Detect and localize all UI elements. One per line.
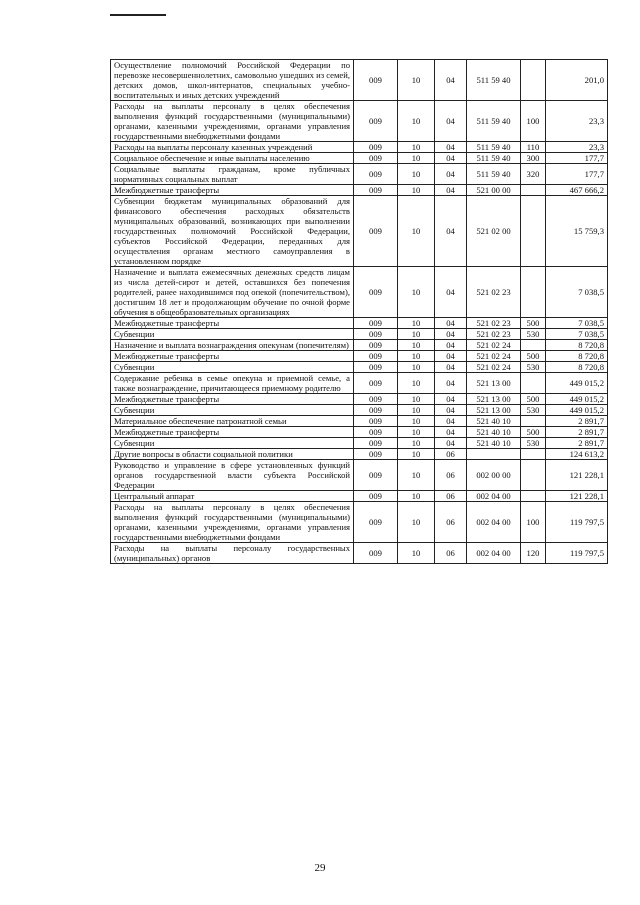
- row-amount: 2 891,7: [546, 438, 608, 449]
- row-expense-type-code: 530: [521, 438, 546, 449]
- row-expense-type-code: 530: [521, 329, 546, 340]
- row-name: Расходы на выплаты персоналу государственных (муниципальных) органов: [111, 543, 354, 564]
- row-amount: 121 228,1: [546, 491, 608, 502]
- row-amount: 124 613,2: [546, 449, 608, 460]
- row-section-code: 10: [398, 405, 435, 416]
- table-row: [111, 373, 608, 394]
- row-target-code: 521 13 00: [467, 394, 521, 405]
- table-row: [111, 394, 608, 405]
- table-row: [111, 491, 608, 502]
- row-target-code: 002 00 00: [467, 460, 521, 491]
- row-name: Назначение и выплата ежемесячных денежных средств лицам из числа детей-сирот и детей, оставшихся без попечения родителей, ранее находившимся под опекой (попечительством), достигшим 18 лет и продолжающим обучение по очной форме обучения в общеобразовательных организациях: [111, 267, 354, 318]
- row-name: Субвенции: [111, 438, 354, 449]
- row-expense-type-code: 100: [521, 502, 546, 543]
- table-row: [111, 438, 608, 449]
- row-target-code: 521 02 24: [467, 351, 521, 362]
- row-name: Субвенции: [111, 362, 354, 373]
- row-ministry-code: 009: [354, 340, 398, 351]
- row-expense-type-code: [521, 185, 546, 196]
- row-target-code: 511 59 40: [467, 142, 521, 153]
- row-subsection-code: 06: [435, 543, 467, 564]
- row-name: Межбюджетные трансферты: [111, 394, 354, 405]
- row-subsection-code: 04: [435, 362, 467, 373]
- table-row: [111, 416, 608, 427]
- row-expense-type-code: [521, 449, 546, 460]
- row-section-code: 10: [398, 427, 435, 438]
- row-name: Межбюджетные трансферты: [111, 351, 354, 362]
- row-name: Руководство и управление в сфере установленных функций органов государственной власти субъекта Российской Федерации: [111, 460, 354, 491]
- row-section-code: 10: [398, 196, 435, 267]
- row-subsection-code: 04: [435, 329, 467, 340]
- row-section-code: 10: [398, 373, 435, 394]
- row-expense-type-code: [521, 196, 546, 267]
- row-subsection-code: 04: [435, 416, 467, 427]
- row-amount: 2 891,7: [546, 416, 608, 427]
- row-amount: 119 797,5: [546, 543, 608, 564]
- row-section-code: 10: [398, 60, 435, 101]
- row-ministry-code: 009: [354, 351, 398, 362]
- top-rule: [110, 14, 166, 16]
- row-target-code: 002 04 00: [467, 502, 521, 543]
- row-target-code: 521 02 24: [467, 340, 521, 351]
- row-amount: 119 797,5: [546, 502, 608, 543]
- row-target-code: 521 02 24: [467, 362, 521, 373]
- table-row: [111, 543, 608, 564]
- row-target-code: [467, 449, 521, 460]
- row-subsection-code: 06: [435, 491, 467, 502]
- table-row: [111, 101, 608, 142]
- row-expense-type-code: 120: [521, 543, 546, 564]
- row-subsection-code: 04: [435, 373, 467, 394]
- row-name: Назначение и выплата вознаграждения опекунам (попечителям): [111, 340, 354, 351]
- row-name: Материальное обеспечение патронатной семьи: [111, 416, 354, 427]
- table-row: [111, 153, 608, 164]
- row-subsection-code: 04: [435, 60, 467, 101]
- row-name: Другие вопросы в области социальной политики: [111, 449, 354, 460]
- row-amount: 8 720,8: [546, 340, 608, 351]
- row-amount: 15 759,3: [546, 196, 608, 267]
- row-name: Субвенции бюджетам муниципальных образований для финансового обеспечения расходных обязательств муниципальных образований, возникающих при выполнении государственных полномочий Российской Федерации, субъектов Российской Федерации, переданных для осуществления органам местного самоуправления в установленном порядке: [111, 196, 354, 267]
- row-amount: 23,3: [546, 101, 608, 142]
- row-section-code: 10: [398, 438, 435, 449]
- row-subsection-code: 06: [435, 502, 467, 543]
- budget-table: [110, 59, 608, 564]
- row-ministry-code: 009: [354, 373, 398, 394]
- row-amount: 23,3: [546, 142, 608, 153]
- table-row: [111, 60, 608, 101]
- row-ministry-code: 009: [354, 427, 398, 438]
- table-row: [111, 427, 608, 438]
- row-expense-type-code: 530: [521, 362, 546, 373]
- row-expense-type-code: [521, 267, 546, 318]
- table-row: [111, 164, 608, 185]
- row-target-code: 521 02 23: [467, 267, 521, 318]
- row-subsection-code: 04: [435, 438, 467, 449]
- row-amount: 449 015,2: [546, 394, 608, 405]
- table-row: [111, 449, 608, 460]
- row-expense-type-code: 500: [521, 394, 546, 405]
- row-subsection-code: 04: [435, 142, 467, 153]
- row-name: Центральный аппарат: [111, 491, 354, 502]
- row-ministry-code: 009: [354, 460, 398, 491]
- row-subsection-code: 04: [435, 185, 467, 196]
- row-subsection-code: 04: [435, 101, 467, 142]
- table-row: [111, 142, 608, 153]
- row-ministry-code: 009: [354, 438, 398, 449]
- table-row: [111, 185, 608, 196]
- row-ministry-code: 009: [354, 267, 398, 318]
- table-row: [111, 351, 608, 362]
- table-row: [111, 362, 608, 373]
- row-name: Содержание ребенка в семье опекуна и приемной семье, а также вознаграждение, причитающееся приемному родителю: [111, 373, 354, 394]
- row-section-code: 10: [398, 329, 435, 340]
- row-expense-type-code: [521, 340, 546, 351]
- table-body: [111, 60, 608, 564]
- row-amount: 177,7: [546, 164, 608, 185]
- row-section-code: 10: [398, 460, 435, 491]
- row-target-code: 521 13 00: [467, 373, 521, 394]
- row-expense-type-code: 530: [521, 405, 546, 416]
- row-expense-type-code: [521, 460, 546, 491]
- row-subsection-code: 04: [435, 267, 467, 318]
- row-section-code: 10: [398, 318, 435, 329]
- row-ministry-code: 009: [354, 543, 398, 564]
- row-target-code: 002 04 00: [467, 491, 521, 502]
- row-subsection-code: 06: [435, 460, 467, 491]
- row-name: Межбюджетные трансферты: [111, 185, 354, 196]
- row-expense-type-code: 500: [521, 318, 546, 329]
- row-name: Межбюджетные трансферты: [111, 427, 354, 438]
- row-amount: 449 015,2: [546, 373, 608, 394]
- row-expense-type-code: [521, 373, 546, 394]
- row-amount: 2 891,7: [546, 427, 608, 438]
- row-ministry-code: 009: [354, 449, 398, 460]
- row-name: Субвенции: [111, 329, 354, 340]
- row-ministry-code: 009: [354, 153, 398, 164]
- row-name: Субвенции: [111, 405, 354, 416]
- table-row: [111, 329, 608, 340]
- row-section-code: 10: [398, 351, 435, 362]
- row-section-code: 10: [398, 267, 435, 318]
- row-name: Расходы на выплаты персоналу в целях обеспечения выполнения функций государственными (муниципальными) органами, казенными учреждениями, органами управления государственными внебюджетными фондами: [111, 101, 354, 142]
- row-ministry-code: 009: [354, 491, 398, 502]
- row-ministry-code: 009: [354, 405, 398, 416]
- row-ministry-code: 009: [354, 329, 398, 340]
- row-subsection-code: 04: [435, 164, 467, 185]
- row-target-code: 521 13 00: [467, 405, 521, 416]
- table-row: [111, 318, 608, 329]
- row-name: Осуществление полномочий Российской Федерации по перевозке несовершеннолетних, самовольно ушедших из семей, детских домов, школ-интернатов, специальных учебно-воспитательных и иных детских учреждений: [111, 60, 354, 101]
- row-amount: 121 228,1: [546, 460, 608, 491]
- row-expense-type-code: 300: [521, 153, 546, 164]
- row-expense-type-code: [521, 416, 546, 427]
- row-ministry-code: 009: [354, 164, 398, 185]
- row-subsection-code: 04: [435, 405, 467, 416]
- row-expense-type-code: 500: [521, 427, 546, 438]
- row-target-code: 521 40 10: [467, 427, 521, 438]
- row-ministry-code: 009: [354, 362, 398, 373]
- row-target-code: 521 02 00: [467, 196, 521, 267]
- row-subsection-code: 04: [435, 394, 467, 405]
- row-section-code: 10: [398, 491, 435, 502]
- row-subsection-code: 04: [435, 340, 467, 351]
- row-amount: 7 038,5: [546, 329, 608, 340]
- row-amount: 201,0: [546, 60, 608, 101]
- row-target-code: 521 02 23: [467, 318, 521, 329]
- row-name: Социальное обеспечение и иные выплаты населению: [111, 153, 354, 164]
- row-subsection-code: 04: [435, 153, 467, 164]
- row-target-code: 002 04 00: [467, 543, 521, 564]
- row-ministry-code: 009: [354, 196, 398, 267]
- row-target-code: 521 40 10: [467, 416, 521, 427]
- row-name: Расходы на выплаты персоналу казенных учреждений: [111, 142, 354, 153]
- row-amount: 8 720,8: [546, 351, 608, 362]
- row-target-code: 521 02 23: [467, 329, 521, 340]
- row-section-code: 10: [398, 416, 435, 427]
- row-section-code: 10: [398, 153, 435, 164]
- row-ministry-code: 009: [354, 142, 398, 153]
- row-amount: 7 038,5: [546, 267, 608, 318]
- row-section-code: 10: [398, 394, 435, 405]
- row-section-code: 10: [398, 164, 435, 185]
- row-amount: 177,7: [546, 153, 608, 164]
- page-number: 29: [314, 862, 326, 874]
- row-section-code: 10: [398, 362, 435, 373]
- row-ministry-code: 009: [354, 394, 398, 405]
- row-expense-type-code: 320: [521, 164, 546, 185]
- row-subsection-code: 04: [435, 351, 467, 362]
- table-row: [111, 405, 608, 416]
- row-section-code: 10: [398, 543, 435, 564]
- row-section-code: 10: [398, 502, 435, 543]
- row-expense-type-code: 100: [521, 101, 546, 142]
- row-name: Социальные выплаты гражданам, кроме публичных нормативных социальных выплат: [111, 164, 354, 185]
- row-target-code: 511 59 40: [467, 101, 521, 142]
- table-row: [111, 502, 608, 543]
- row-ministry-code: 009: [354, 60, 398, 101]
- table-row: [111, 267, 608, 318]
- row-name: Межбюджетные трансферты: [111, 318, 354, 329]
- row-subsection-code: 04: [435, 196, 467, 267]
- row-subsection-code: 04: [435, 427, 467, 438]
- row-ministry-code: 009: [354, 416, 398, 427]
- row-expense-type-code: [521, 491, 546, 502]
- row-section-code: 10: [398, 101, 435, 142]
- row-ministry-code: 009: [354, 318, 398, 329]
- row-expense-type-code: [521, 60, 546, 101]
- row-ministry-code: 009: [354, 185, 398, 196]
- row-target-code: 511 59 40: [467, 60, 521, 101]
- row-name: Расходы на выплаты персоналу в целях обеспечения выполнения функций государственными (муниципальными) органами, казенными учреждениями, органами управления государственными внебюджетными фондами: [111, 502, 354, 543]
- row-amount: 7 038,5: [546, 318, 608, 329]
- row-expense-type-code: 500: [521, 351, 546, 362]
- row-section-code: 10: [398, 185, 435, 196]
- row-subsection-code: 06: [435, 449, 467, 460]
- row-target-code: 511 59 40: [467, 164, 521, 185]
- row-section-code: 10: [398, 340, 435, 351]
- row-amount: 8 720,8: [546, 362, 608, 373]
- table-row: [111, 460, 608, 491]
- row-amount: 449 015,2: [546, 405, 608, 416]
- row-ministry-code: 009: [354, 101, 398, 142]
- row-section-code: 10: [398, 142, 435, 153]
- row-subsection-code: 04: [435, 318, 467, 329]
- row-amount: 467 666,2: [546, 185, 608, 196]
- row-target-code: 511 59 40: [467, 153, 521, 164]
- row-expense-type-code: 110: [521, 142, 546, 153]
- table-row: [111, 340, 608, 351]
- row-ministry-code: 009: [354, 502, 398, 543]
- table-row: [111, 196, 608, 267]
- row-section-code: 10: [398, 449, 435, 460]
- row-target-code: 521 00 00: [467, 185, 521, 196]
- row-target-code: 521 40 10: [467, 438, 521, 449]
